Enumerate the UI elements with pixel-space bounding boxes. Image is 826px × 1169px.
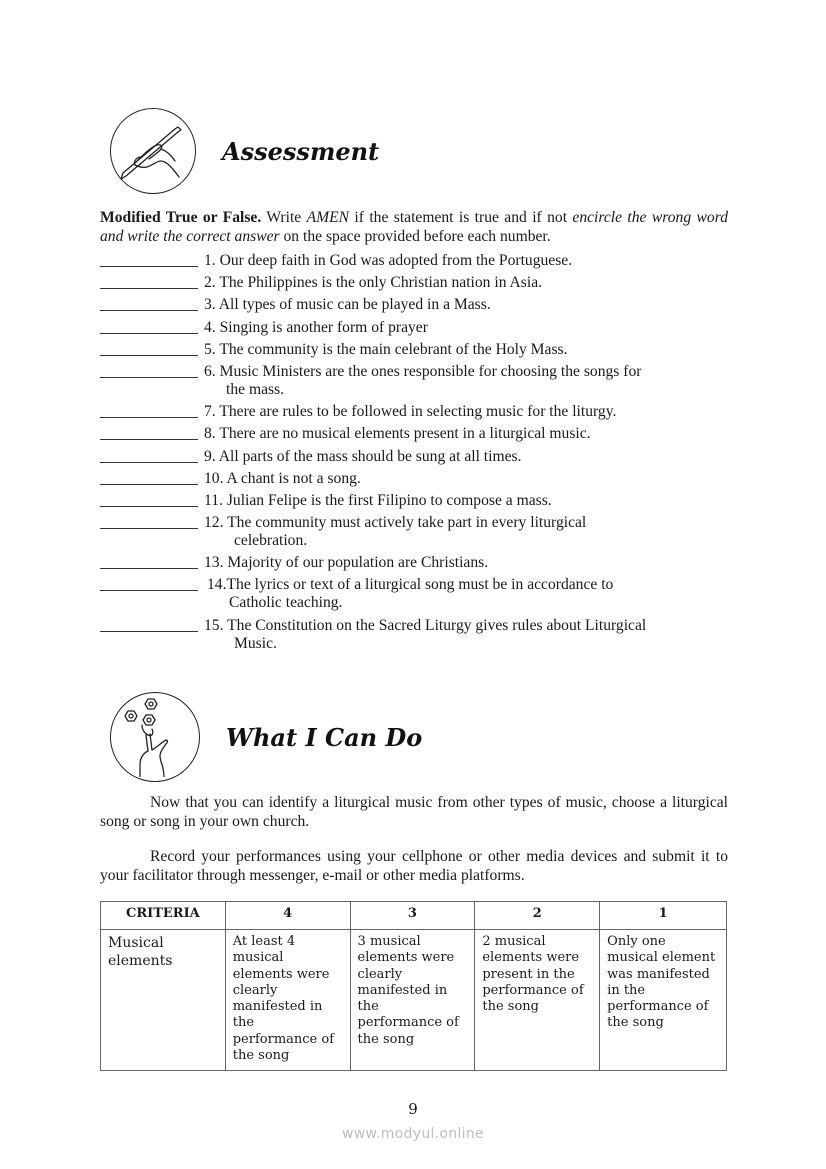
- answer-blank[interactable]: [100, 617, 198, 632]
- question-item: [100, 274, 728, 292]
- question-item: [100, 617, 728, 653]
- instruction-label: Modified True or False.: [100, 209, 262, 226]
- question-text: The Philippines is the only Christian nation in Asia.: [219, 274, 543, 292]
- answer-blank[interactable]: [100, 514, 198, 529]
- assessment-header: [110, 108, 379, 194]
- question-text: Our deep faith in God was adopted from the Portuguese.: [219, 252, 573, 269]
- answer-blank[interactable]: [100, 492, 198, 507]
- question-item: [100, 554, 728, 572]
- instruction-amen: AMEN: [306, 209, 350, 226]
- rubric-header-score: 3: [350, 902, 475, 930]
- question-number: 14.: [207, 576, 227, 594]
- question-item: [100, 403, 728, 421]
- question-text-continuation: the mass.: [226, 380, 285, 398]
- question-text: Singing is another form of prayer: [219, 318, 428, 336]
- question-list: [100, 252, 728, 657]
- rubric-header-criteria: CRITERIA: [101, 902, 226, 930]
- rubric-cell: 3 musical elements were clearly manifested in the performance of the song: [350, 930, 475, 1071]
- question-item: [100, 296, 728, 314]
- rubric-table: [100, 901, 727, 1071]
- watermark: www.modyul.online: [342, 1126, 484, 1142]
- question-item: [100, 252, 728, 270]
- question-number: 2.: [204, 274, 216, 292]
- answer-blank[interactable]: [100, 252, 198, 267]
- answer-blank[interactable]: [100, 403, 198, 418]
- question-text: Julian Felipe is the first Filipino to compose a mass.: [226, 491, 552, 509]
- rubric-cell: At least 4 musical elements were clearly manifested in the performance of the song: [225, 930, 350, 1071]
- question-text-continuation: celebration.: [234, 532, 308, 550]
- rubric-header-row: [101, 902, 727, 930]
- question-item: [100, 514, 728, 550]
- hand-writing-pencil-icon: [110, 108, 196, 194]
- instruction-text: on the space provided before each number.: [279, 228, 551, 245]
- question-number: 13.: [204, 554, 224, 572]
- answer-blank[interactable]: [100, 425, 198, 440]
- rubric-criteria-cell: Musical elements: [101, 930, 226, 1071]
- answer-blank[interactable]: [100, 470, 198, 485]
- question-text: There are rules to be followed in selecting music for the liturgy.: [219, 403, 617, 421]
- question-text-continuation: Music.: [234, 634, 277, 652]
- question-text: The lyrics or text of a liturgical song must be in accordance to: [226, 576, 614, 594]
- question-number: 6.: [204, 362, 216, 380]
- question-text: The Constitution on the Sacred Liturgy gives rules about Liturgical: [227, 616, 647, 634]
- question-text: Majority of our population are Christians.: [227, 554, 489, 572]
- what-i-can-do-header: [110, 692, 422, 782]
- answer-blank[interactable]: [100, 296, 198, 311]
- question-text: Music Ministers are the ones responsible for choosing the songs for: [219, 362, 642, 380]
- question-text: All types of music can be played in a Mass.: [218, 296, 491, 314]
- activity-paragraph: Now that you can identify a liturgical music from other types of music, choose a liturgical song or song in your own church.: [100, 794, 728, 830]
- page-number: 9: [408, 1100, 418, 1118]
- question-text: There are no musical elements present in a liturgical music.: [219, 425, 591, 443]
- question-item: [100, 576, 728, 612]
- rubric-header-score: 2: [475, 902, 600, 930]
- question-number: 5.: [204, 340, 216, 358]
- answer-blank[interactable]: [100, 576, 198, 591]
- instruction-text: Write: [261, 209, 307, 226]
- question-number: 15.: [204, 616, 224, 634]
- assessment-instructions: [100, 208, 728, 246]
- answer-blank[interactable]: [100, 341, 198, 356]
- rubric-header-score: 4: [225, 902, 350, 930]
- question-number: 10.: [204, 469, 224, 487]
- question-text: The community must actively take part in every liturgical: [227, 514, 587, 532]
- question-text-continuation: Catholic teaching.: [229, 594, 343, 612]
- instruction-text: if the statement is true and if not: [349, 209, 573, 226]
- instruction-emphasis: encircle the wrong word and write the correct answer: [100, 209, 728, 245]
- question-text: A chant is not a song.: [226, 469, 361, 487]
- question-item: [100, 470, 728, 488]
- question-item: [100, 492, 728, 510]
- answer-blank[interactable]: [100, 554, 198, 569]
- question-number: 9.: [204, 447, 216, 465]
- question-item: [100, 448, 728, 466]
- rubric-cell: 2 musical elements were present in the performance of the song: [475, 930, 600, 1071]
- question-number: 8.: [204, 425, 216, 443]
- question-text: The community is the main celebrant of the Holy Mass.: [219, 340, 568, 358]
- answer-blank[interactable]: [100, 274, 198, 289]
- question-item: [100, 341, 728, 359]
- answer-blank[interactable]: [100, 319, 198, 334]
- answer-blank[interactable]: [100, 363, 198, 378]
- question-item: [100, 363, 728, 399]
- question-number: 4.: [204, 318, 216, 336]
- assessment-title: Assessment: [222, 136, 380, 166]
- rubric-cell: Only one musical element was manifested in the performance of the song: [600, 930, 727, 1071]
- question-text: All parts of the mass should be sung at all times.: [218, 447, 522, 465]
- question-number: 11.: [204, 491, 223, 509]
- activity-paragraph: Record your performances using your cellphone or other media devices and submit it to your facilitator through messenger, e-mail or other media platforms.: [100, 848, 728, 884]
- question-number: 3.: [204, 296, 216, 314]
- hand-wrench-bolts-icon: [110, 692, 200, 782]
- what-i-can-do-title: What I Can Do: [226, 722, 423, 752]
- answer-blank[interactable]: [100, 448, 198, 463]
- question-item: [100, 425, 728, 443]
- rubric-header-score: 1: [600, 902, 727, 930]
- question-number: 12.: [204, 514, 224, 532]
- rubric-row: [101, 930, 727, 1071]
- question-number: 1.: [204, 252, 216, 269]
- question-number: 7.: [204, 403, 216, 421]
- question-item: [100, 319, 728, 337]
